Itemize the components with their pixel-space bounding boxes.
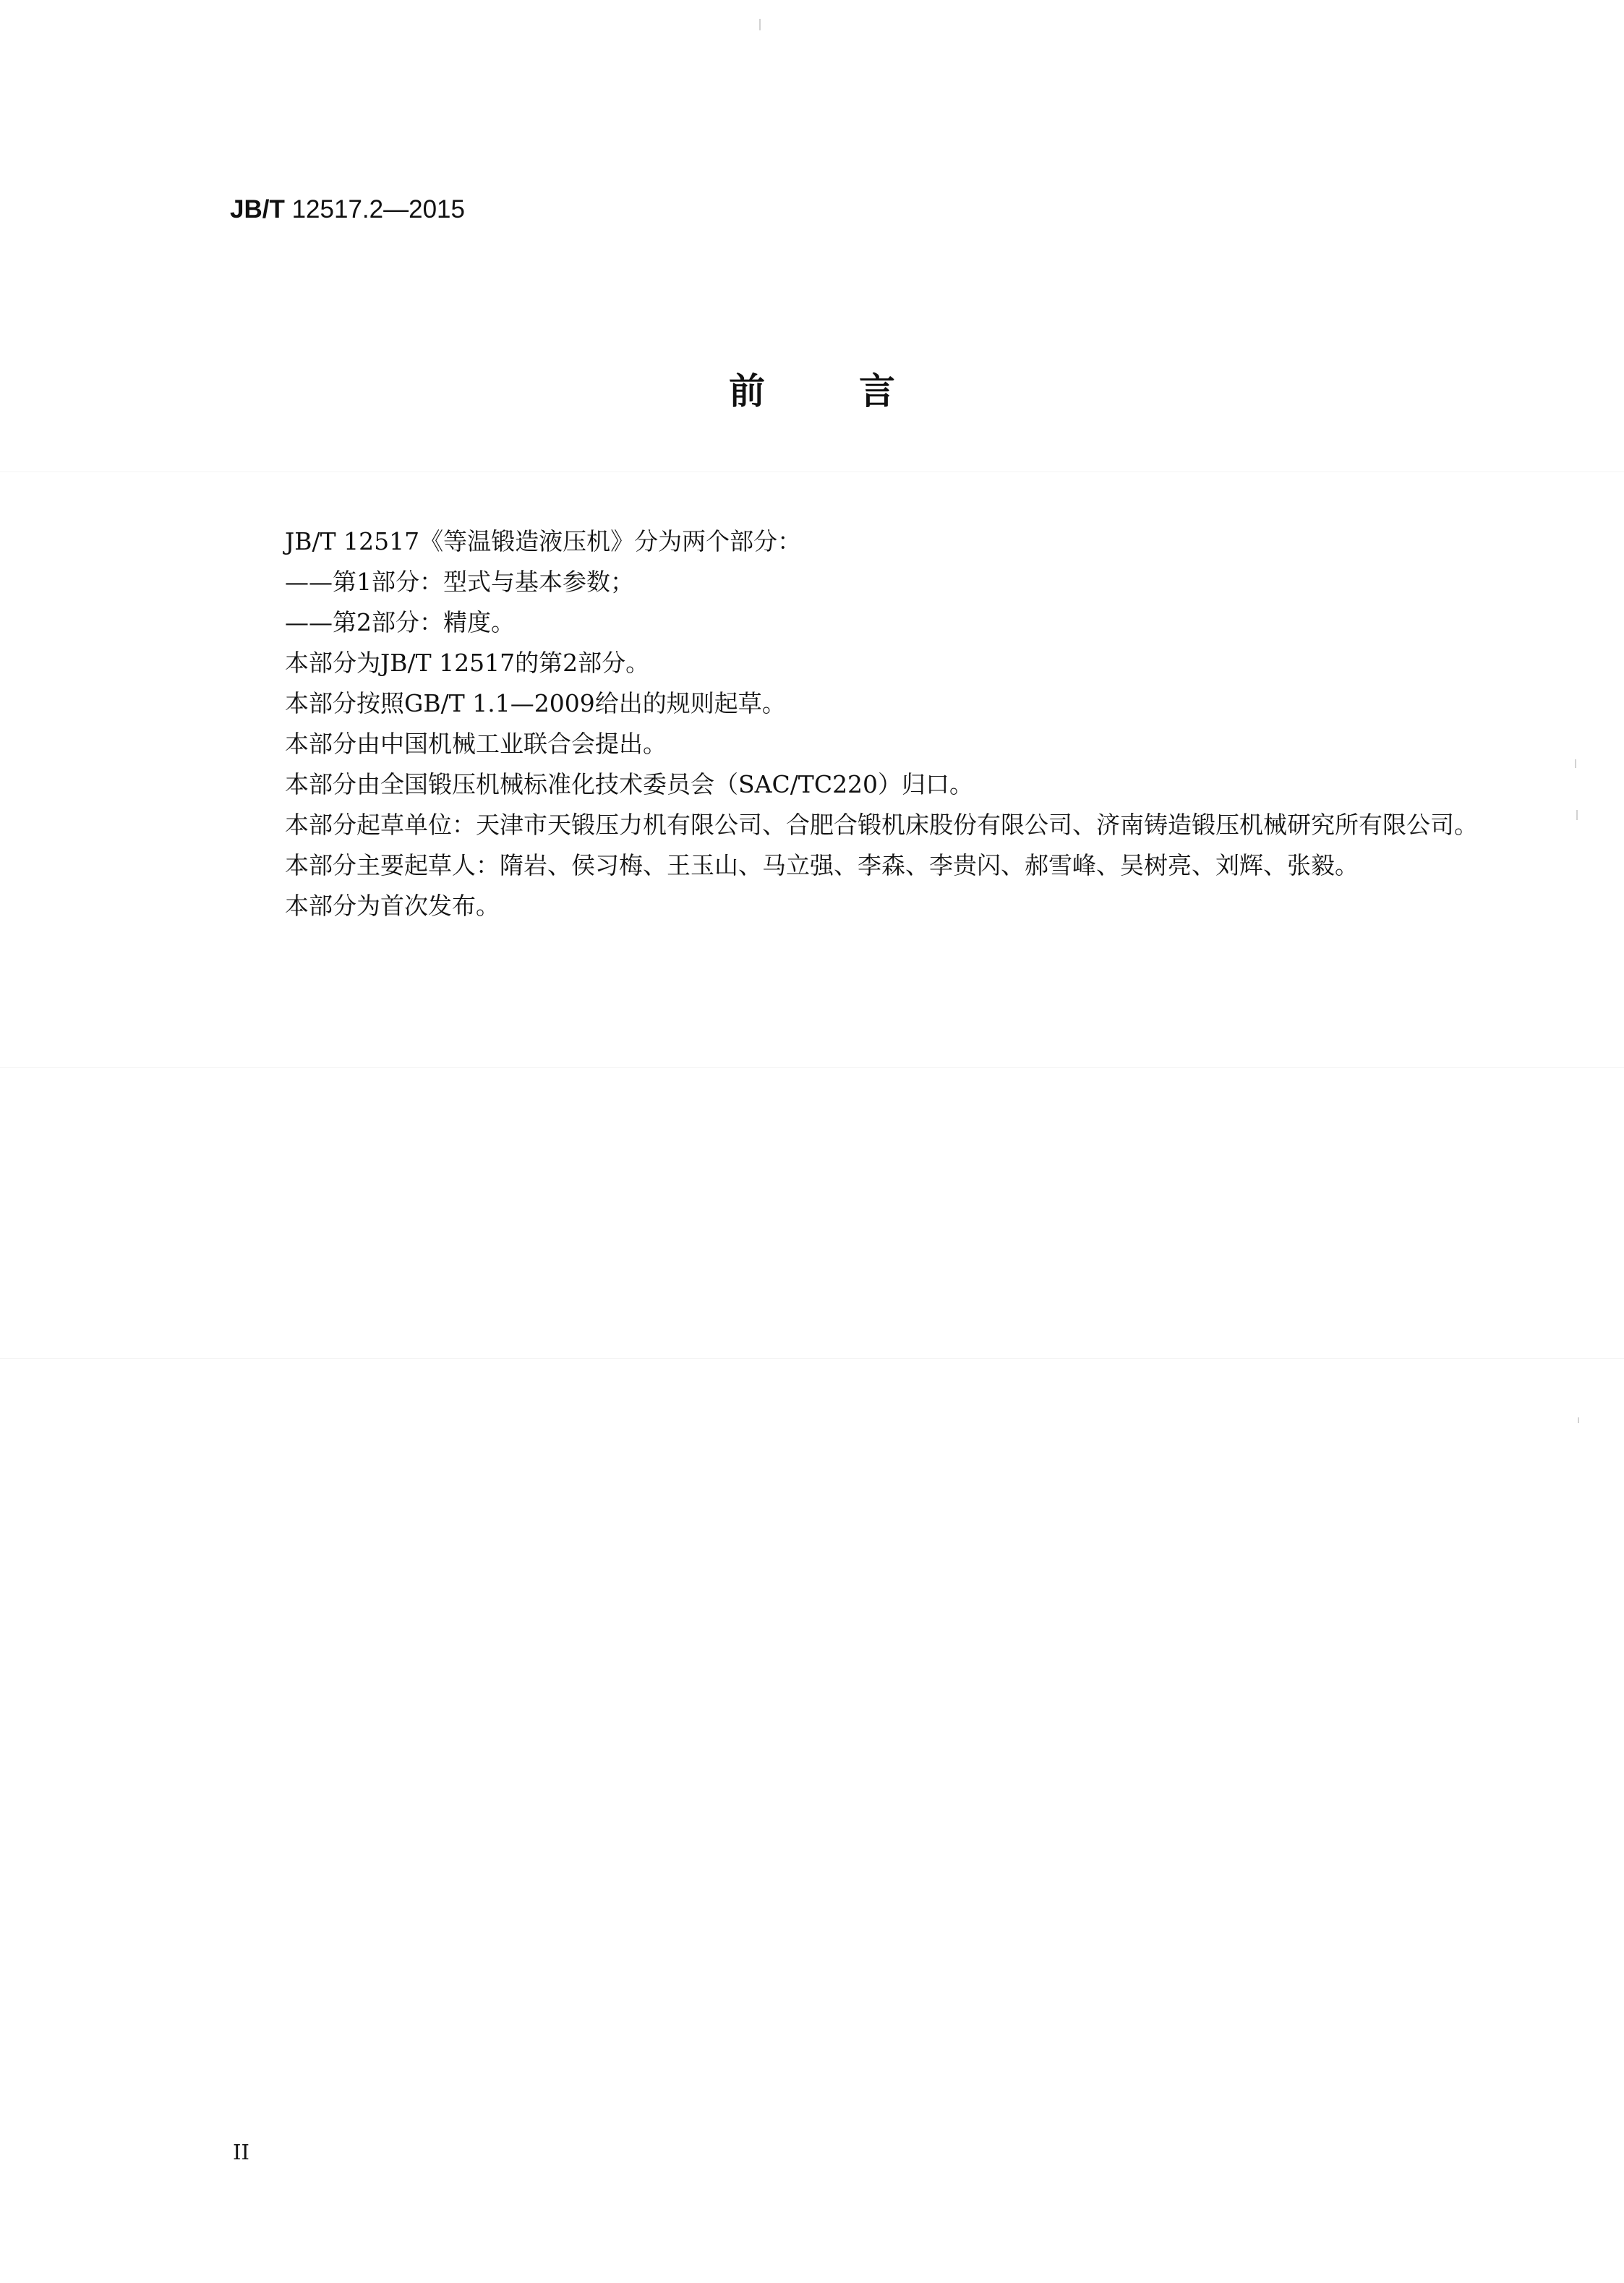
section-title: 前言 bbox=[729, 370, 989, 412]
paragraph: 本部分为首次发布。 bbox=[285, 892, 500, 920]
paragraph: 本部分主要起草人：隋岩、侯习梅、王玉山、马立强、李森、李贵闪、郝雪峰、吴树亮、刘辉、张毅。 bbox=[285, 851, 1359, 879]
standard-number-prefix: JB/T bbox=[230, 195, 285, 223]
scan-artifact bbox=[1576, 810, 1578, 820]
list-item: ——第2部分：精度。 bbox=[285, 608, 515, 636]
scan-artifact bbox=[1578, 1417, 1579, 1423]
scan-artifact bbox=[1575, 759, 1576, 768]
paragraph: 本部分为JB/T 12517的第2部分。 bbox=[285, 649, 650, 677]
standard-number bbox=[230, 194, 465, 226]
paragraph: 本部分由全国锻压机械标准化技术委员会（SAC/TC220）归口。 bbox=[285, 770, 974, 798]
list-item: ——第1部分：型式与基本参数； bbox=[285, 568, 634, 596]
scan-artifact bbox=[0, 1067, 1624, 1068]
standard-number-rest: 12517.2—2015 bbox=[284, 195, 465, 223]
paragraph: 本部分起草单位：天津市天锻压力机有限公司、合肥合锻机床股份有限公司、济南铸造锻压机械研究所有限公司。 bbox=[285, 811, 1478, 839]
page-number: II bbox=[233, 2140, 249, 2164]
paragraph: JB/T 12517《等温锻造液压机》分为两个部分： bbox=[285, 527, 802, 555]
paragraph: 本部分按照GB/T 1.1—2009给出的规则起草。 bbox=[285, 689, 786, 717]
scan-artifact bbox=[759, 19, 761, 30]
foreword-body bbox=[233, 521, 1503, 926]
scan-artifact bbox=[0, 471, 1624, 472]
scan-artifact bbox=[0, 1358, 1624, 1359]
paragraph: 本部分由中国机械工业联合会提出。 bbox=[285, 730, 667, 758]
